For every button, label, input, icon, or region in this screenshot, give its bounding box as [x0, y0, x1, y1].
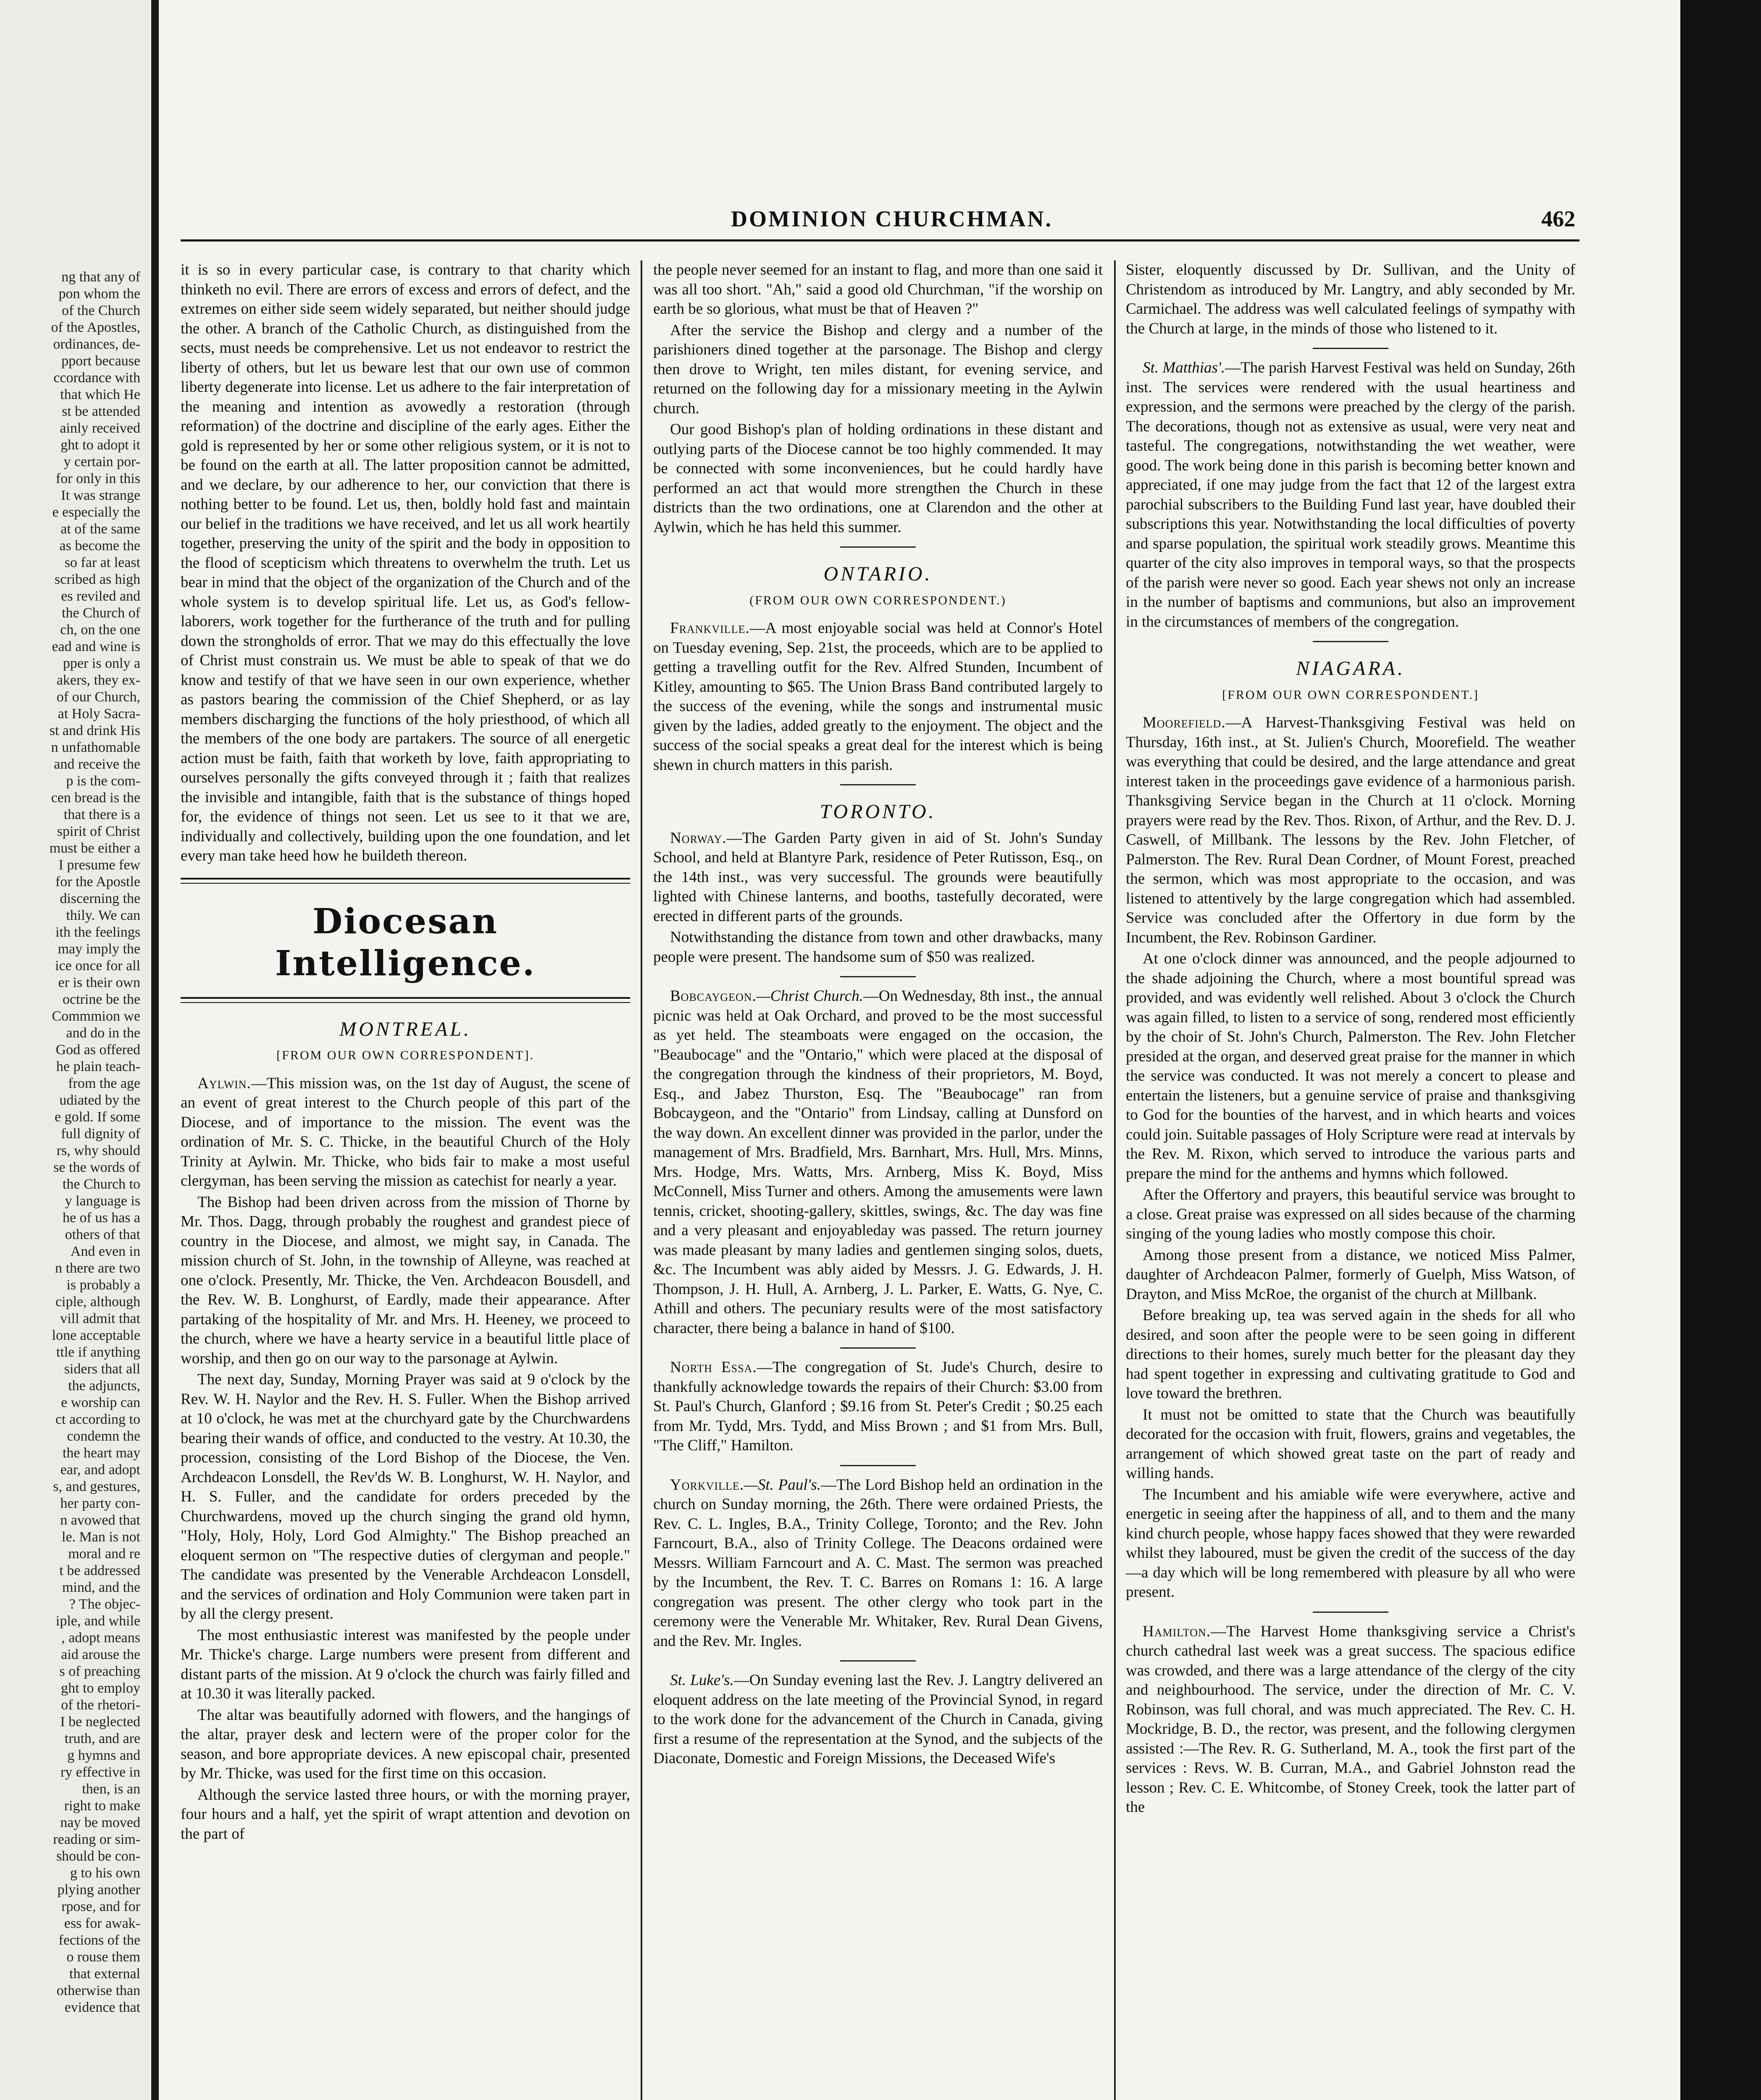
previous-page-line: rs, why should [56, 1143, 140, 1158]
divider [840, 1465, 916, 1466]
previous-page-line: from the age [68, 1076, 140, 1091]
montreal-heading: MONTREAL. [339, 1018, 471, 1040]
frankville-paragraph: Frankville.—A most enjoyable social was held at Connor's Hotel on Tuesday evening, Sep. 21st, the proceeds, which are to be applied to getting a travelling outfit for the Rev. Alfred Stunden, Incumbent of Kitley, amounting to $65. The Union Brass Band contributed largely to the success of the evening, while the songs and instrumental music given by the ladies, added greatly to the enjoyment. The object and the success of the social speaks a great deal for the interest which is being shewn in church matters in this parish. [653, 620, 1103, 774]
diocesan-intelligence-heading: Diocesan Intelligence. [275, 901, 536, 984]
place-lead: Hamilton. [1143, 1622, 1211, 1640]
place-lead: Moorefield. [1143, 714, 1226, 731]
previous-page-line: y certain por- [63, 454, 140, 470]
previous-page-line: thily. We can [66, 908, 140, 923]
previous-page-line: full dignity of [61, 1126, 140, 1142]
paragraph: After the service the Bishop and clergy and a number of the parishioners dined together at the parsonage. The Bishop and clergy then drove to Wright, ten miles distant, for evening service, and returned on the following day for a missionary meeting in the Aylwin church. [653, 321, 1103, 417]
previous-page-line: pper is only a [63, 656, 140, 671]
previous-page-line: ? The objec- [69, 1596, 140, 1612]
previous-page-line: ith the feelings [55, 924, 140, 940]
previous-page-line: e especially the [52, 504, 140, 520]
previous-page-line: ght to employ [61, 1680, 140, 1696]
previous-page-line: I presume few [58, 857, 140, 873]
previous-page-line: cen bread is the [51, 790, 140, 806]
paragraph: Our good Bishop's plan of holding ordinations in these distant and outlying parts of the Diocese cannot be too highly commended. It may be connected with some inconveniences, but he could hardly have performed an act that would more strengthen the Church in these districts than the two ordinations, one at Clarendon and the other at Aylwin, which he has held this summer. [653, 421, 1103, 536]
previous-page-line: es reviled and [61, 588, 140, 604]
previous-page-line: condemn the [67, 1428, 140, 1444]
paragraph: Among those present from a distance, we noticed Miss Palmer, daughter of Archdeacon Palmer, formerly of Guelph, Miss Watson, of Drayton, and Miss McRoe, the organist of the church at Millbank. [1126, 1246, 1575, 1303]
yorkville-paragraph: Yorkville.—St. Paul's.—The Lord Bishop held an ordination in the church on Sunday morning, the 26th. There were ordained Priests, the Rev. C. L. Ingles, B.A., Trinity College, Toronto; and the Rev. John Farncourt, B.A., also of Trinity College. The Deacons ordained were Messrs. William Farncourt and A. C. Mast. The sermon was preached by the Incumbent, the Rev. T. C. Barres on Romans 1: 16. A large congregation was present. The other clergy who took part in the ceremony were the Venerable Mr. Whitaker, Rev. Rural Dean Givens, and the Rev. Mr. Ingles. [653, 1476, 1103, 1650]
previous-page-line: of the rhetori- [61, 1697, 140, 1713]
previous-page-line: e gold. If some [55, 1109, 140, 1125]
previous-page-line: st and drink His [49, 723, 140, 738]
previous-page-line: the heart may [62, 1445, 140, 1461]
previous-page-line: for only in this [55, 471, 140, 486]
place-lead: Norway. [670, 829, 727, 847]
previous-page-line: ciple, although [55, 1294, 140, 1310]
previous-page-line: for the Apostle [55, 874, 140, 890]
previous-page-line: discerning the [60, 891, 140, 906]
article-continuation: it is so in every particular case, is contrary to that charity which thinketh no evil. There are errors of excess and errors of defect, and the extremes on either side seem widely separated, but neither should judge the other. A branch of the Catholic Church, as distinguished from the sects, must needs be comprehensive. Let us not endeavor to restrict the liberty of others, but let us beware lest that our own use of common liberty degenerate into license. Let us adhere to the fair interpretation of the meaning and intention as avowedly a restoration (through reformation) of the doctrine and discipline of the early ages. Either the gold is represented by her or some other religious system, or it is not to be found on the earth at all. The latter proposition cannot be admitted, and we declare, by our adherence to her, our conviction that there is nothing better to be found. Let us, then, boldly hold fast and maintain our belief in the traditions we have received, and let us all work heartily together, preserving the unity of the spirit and the body in opposition to the flood of scepticism which threatens to overwhelm the truth. Let us bear in mind that the object of the organization of the Church and of the whole system is to develop spiritual life. Let us, as God's fellow-laborers, work together for the furtherance of the truth and for pulling down the strongholds of error. That we may do this effectually the love of Christ must constrain us. We must be able to speak of that we do know and testify of that we have seen in our own experience, whether as pastors bearing the commission of the Chief Shepherd, or as lay members discharging the functions of the holy priesthood, of which all the members of the one body are partakers. The source of all energetic action must be faith, faith that worketh by love, faith appropriating to ourselves personally the gifts conveyed through it ; faith that realizes the invisible and intangible, faith that is the substance of things hoped for, the evidence of things not seen. Let us see to it that we are, individually and collectively, building upon the one foundation, and let every man take heed how he buildeth thereon. [181, 261, 630, 864]
previous-page-line: octrine be the [62, 992, 140, 1007]
previous-page-line: and receive the [54, 756, 140, 772]
previous-page-line: ess for awak- [64, 1916, 140, 1931]
previous-page-line: that there is a [63, 807, 140, 822]
niagara-heading: NIAGARA. [1296, 657, 1405, 680]
newspaper-title: DOMINION CHURCHMAN. [731, 206, 1053, 231]
toronto-heading: TORONTO. [820, 801, 936, 823]
previous-page-line: ght to adopt it [60, 437, 140, 453]
header-rule [181, 239, 1580, 242]
previous-page-line: t be addressed [59, 1563, 140, 1578]
previous-page-line: at Holy Sacra- [58, 706, 140, 722]
divider [840, 976, 916, 977]
column-3 [1126, 260, 1575, 1819]
previous-page-line: y language is [65, 1193, 140, 1209]
correspondent-note: [FROM OUR OWN CORRESPONDENT.] [1222, 688, 1479, 702]
previous-page-line: n avowed that [60, 1512, 140, 1528]
paragraph: Notwithstanding the distance from town and other drawbacks, many people were present. The handsome sum of $50 was realized. [653, 929, 1103, 966]
place-lead: Frankville. [670, 620, 750, 637]
previous-page-line: g to his own [70, 1865, 140, 1881]
previous-page-line: lone acceptable [52, 1328, 140, 1343]
previous-page-line: then, is an [82, 1781, 140, 1797]
previous-page-line: ct according to [55, 1412, 140, 1427]
hamilton-paragraph: Hamilton.—The Harvest Home thanksgiving service a Christ's church cathedral last week was a great success. The spacious edifice was crowded, and there was a large attendance of the clergy of the city and neighbourhood. The service, under the direction of Mr. C. V. Robinson, was full choral, and was much appreciated. The Rev. C. H. Mockridge, B. D., the rector, was present, and the following clergymen assisted :—The Rev. R. G. Sutherland, M. A., took the first part of the services : Revs. W. B. Curran, M.A., and Gabriel Johnston read the lesson ; Rev. C. E. Whitcombe, of Stoney Creek, took the latter part of the [1126, 1622, 1575, 1816]
previous-page-line: the Church to [62, 1176, 140, 1192]
previous-page-line: right to make [64, 1798, 140, 1814]
st-matthias-paragraph: St. Matthias'.—The parish Harvest Festival was held on Sunday, 26th inst. The services were rendered with the usual heartiness and expression, and the sermons were preached by the clergy of the parish. The decorations, though not as extensive as usual, were very neat and tasteful. The congregations, notwithstanding the wet weather, were good. The work being done in this parish is becoming better known and appreciated, if one may judge from the fact that 12 of the largest extra parochial subscribers to the Building Fund last year, have doubled their subscriptions this year. Notwithstanding the local difficulties of poverty and sparse population, the spiritual work steadily grows. Meantime this quarter of the city also improves in temporal ways, so that the prospects of the parish were never so good. Each year shews not only an increase in the number of baptisms and communions, but also an improvement in the circumstances of members of the congregation. [1126, 359, 1575, 630]
previous-page-line: spirit of Christ [57, 824, 140, 839]
previous-page-line: iple, and while [55, 1613, 140, 1629]
divider [840, 1660, 916, 1662]
previous-page-line: aid arouse the [61, 1647, 140, 1662]
previous-page-line: ttle if anything [56, 1344, 140, 1360]
previous-page-line: It was strange [61, 488, 140, 503]
place-lead: St. Matthias'. [1143, 359, 1225, 376]
previous-page-line: otherwise than [56, 1983, 140, 1998]
previous-page-line: n unfathomable [51, 740, 140, 755]
previous-page-line: moral and re [68, 1546, 140, 1562]
paragraph: The altar was beautifully adorned with flowers, and the hangings of the altar, prayer desk and lectern were of the proper color for the season, and bore appropriate devices. A new episcopal chair, presented by Mr. Thicke, was used for the first time on this occasion. [181, 1706, 630, 1782]
place-lead: Aylwin. [197, 1074, 251, 1092]
paragraph: It must not be omitted to state that the Church was beautifully decorated for the occasion with fruit, flowers, grains and vegetables, the arrangement of which showed great taste on the part of ready and willing hands. [1126, 1406, 1575, 1482]
divider [1313, 348, 1388, 349]
previous-page-line: ear, and adopt [60, 1462, 140, 1478]
page-number: 462 [1541, 206, 1575, 231]
previous-page-edge [0, 0, 159, 2100]
previous-page-line: se the words of [53, 1160, 140, 1175]
previous-page-line: her party con- [60, 1496, 140, 1511]
previous-page-line: evidence that [64, 2000, 140, 2015]
previous-page-line: plying another [57, 1882, 140, 1898]
previous-page-line: e worship can [61, 1395, 140, 1410]
previous-page-line: may imply the [58, 941, 140, 957]
previous-page-line: that external [69, 1966, 140, 1982]
previous-page-line: reading or sim- [53, 1832, 140, 1847]
previous-page-line: ead and wine is [52, 639, 140, 654]
previous-page-line: g hymns and [67, 1748, 140, 1763]
previous-page-line: and do in the [66, 1025, 140, 1041]
paragraph: The next day, Sunday, Morning Prayer was said at 9 o'clock by the Rev. W. H. Naylor and the Rev. H. S. Fuller. When the Bishop arrived at 10 o'clock, he was met at the churchyard gate by the Churchwardens bearing their wands of office, and conducted to the vestry. At 10.30, the procession, consisting of the Lord Bishop of the Diocese, the Ven. Archdeacon Lonsdell, the Rev'ds W. B. Longhurst, W. H. Naylor, and H. S. Fuller, and the candidate for orders preceded by the Churchwardens, moved up the church singing the grand old hymn, "Holy, Holy, Holy, Lord God Almighty." The Bishop preached an eloquent sermon on "The respective duties of clergyman and people." The candidate was presented by the Venerable Archdeacon Lonsdell, and the services of ordination and Holy Communion were taken part in by all the clergy present. [181, 1371, 630, 1622]
previous-page-line: the adjuncts, [68, 1378, 140, 1394]
place-lead: Yorkville. [670, 1476, 744, 1494]
place-lead: Bobcaygeon. [670, 987, 757, 1005]
previous-page-line: , adopt means [61, 1630, 140, 1646]
previous-page-line: of the Apostles, [51, 320, 140, 335]
previous-page-line: is probably a [66, 1277, 140, 1293]
previous-page-line: fections of the [58, 1932, 140, 1948]
running-header [176, 206, 1592, 235]
previous-page-line: rpose, and for [61, 1899, 140, 1914]
previous-page-line: p is the com- [66, 773, 140, 789]
moorefield-paragraph: Moorefield.—A Harvest-Thanksgiving Festival was held on Thursday, 16th inst., at St. Julien's Church, Moorefield. The weather was everything that could be desired, and the large attendance and great interest taken in the proceedings gave evidence of a harmonious parish. Thanksgiving Service began in the Church at 11 o'clock. Morning prayers were read by the Rev. Thos. Rixon, of Arthur, and the Rev. D. J. Caswell, of Millbank. The lessons by the Rev. John Fletcher, of Palmerston. The Rev. Rural Dean Cordner, of Mount Forest, preached the sermon, which was most appropriate to the occasion, and was listened to attentively by the large congregation which had assembled. Service was concluded after the Offertory in due form by the Incumbent, the Rev. Robinson Gardiner. [1126, 714, 1575, 946]
bobcaygeon-paragraph: Bobcaygeon.—Christ Church.—On Wednesday, 8th inst., the annual picnic was held at Oak Orchard, and proved to be the most successful as yet held. The steamboats were engaged on the occasion, the "Beaubocage" and the "Ontario," which were placed at the disposal of the congregation through the kindness of their proprietors, M. Boyd, Esq., and Jabez Thurston, Esq. The "Beaubocage" ran from Bobcaygeon, and the "Ontario" from Lindsay, calling at Dunsford on the way down. An excellent dinner was provided in the parlor, under the management of Mrs. Bradfield, Mrs. Barnhart, Mrs. Hull, Mrs. Minns, Mrs. Hodge, Mrs. Watts, Mrs. Arnberg, Miss K. Boyd, Miss McConnell, Miss Turner and others. Among the amusements were lawn tennis, cricket, shooting-gallery, skittles, swings, &c. The day was fine and a very pleasant and enjoyableday was passed. The return journey was made pleasant by many ladies and gentlemen singing solos, duets, &c. The Incumbent was ably aided by Messrs. J. G. Edwards, J. H. Thompson, J. H. Hull, A. Arnberg, J. L. Parker, E. Watts, G. Nye, C. Athill and others. The pecuniary results were of the most satisfactory character, there being a balance in hand of $100. [653, 987, 1103, 1337]
previous-page-line: le. Man is not [62, 1529, 140, 1545]
paragraph: The most enthusiastic interest was manifested by the people under Mr. Thicke's charge. Large numbers were present from different and distant parts of the mission. At 9 o'clock the church was fairly filled and at 10.30 it was literally packed. [181, 1626, 630, 1702]
previous-page-line: st be attended [62, 404, 140, 419]
previous-page-line: akers, they ex- [56, 672, 140, 688]
correspondent-note: [FROM OUR OWN CORRESPONDENT]. [276, 1048, 534, 1062]
previous-page-line: so far at least [64, 555, 140, 570]
previous-page-line: of the Church [62, 303, 140, 318]
ontario-heading: ONTARIO. [823, 563, 933, 585]
paragraph: The Bishop had been driven across from the mission of Thorne by Mr. Thos. Dagg, through probably the roughest and grandest piece of country in the Diocese, and almost, we might say, in Canada. The mission church of St. John, in the township of Alleyne, was reached at one o'clock. Presently, Mr. Thicke, the Ven. Archdeacon Bousdell, and the Rev. W. B. Longhurst, of Eardly, made their appearance. After partaking of the hospitality of Mr. and Mrs. H. Heeney, we proceed to the church, where we have a hearty service in a beautiful little place of worship, and then go on our way to the parsonage at Aylwin. [181, 1193, 630, 1367]
paragraph: the people never seemed for an instant to flag, and more than one said it was all too short. "Ah," said a good old Churchman, "if the worship on earth be so glorious, what must be that of Heaven ?" [653, 261, 1103, 318]
place-lead: North Essa. [670, 1359, 757, 1376]
column-divider [1114, 260, 1116, 2100]
previous-page-line: nay be moved [60, 1815, 140, 1830]
previous-page-line: I be neglected [60, 1714, 140, 1730]
previous-page-line: o rouse them [66, 1949, 140, 1965]
previous-page-line: he of us has a [62, 1210, 140, 1226]
st-lukes-paragraph: St. Luke's.—On Sunday evening last the Rev. J. Langtry delivered an eloquent address on the late meeting of the Provincial Synod, in regard to the work done for the advancement of the Church in Canada, giving first a resume of the representation at the Synod, and the subjects of the Diaconate, Domestic and Foreign Missions, the Deceased Wife's [653, 1672, 1103, 1767]
previous-page-line: God as offered [55, 1042, 140, 1058]
previous-page-line: he plain teach- [56, 1059, 140, 1074]
paragraph: At one o'clock dinner was announced, and the people adjourned to the shade adjoining the Church, where a most bountiful spread was provided, and was evidently well relished. About 3 o'clock the Church was again filled, to listen to a service of song, rendered most efficiently by the choir of St. John's Church, Palmerston. The Rev. John Fletcher presided at the organ, and deserved great praise for the manner in which the service was conducted. It was not merely a concert to please and entertain the listeners, but a genuine service of praise and thanksgiving to God for the bounties of the harvest, and in which hearts and voices could join. Suitable passages of Holy Scripture were read at intervals by the Rev. M. Rixon, which served to introduce the various parts and prepare the mind for the anthems and hymns which followed. [1126, 950, 1575, 1182]
column-divider [641, 260, 642, 2100]
previous-page-line: ry effective in [60, 1764, 140, 1780]
paragraph: Sister, eloquently discussed by Dr. Sullivan, and the Unity of Christendom as introduced by Mr. Langtry, and ably seconded by Mr. Carmichael. The address was well calculated feelings of sympathy with the Church at large, in the minds of those who listened to it. [1126, 261, 1575, 337]
column-2 [653, 260, 1103, 1770]
previous-page-line: pport because [61, 353, 140, 369]
previous-page-line: s, and gestures, [53, 1479, 140, 1494]
previous-page-line: of our Church, [56, 689, 140, 705]
paragraph: The Incumbent and his amiable wife were everywhere, active and energetic in seeing after the happiness of all, and to them and the many kind church people, whose happy faces showed that they were rewarded whilst they laboured, must be given the credit of the success of the day—a day which will be long remembered with pleasure by all who were present. [1126, 1486, 1575, 1601]
section-rule [181, 878, 630, 884]
previous-page-line: ch, on the one [60, 622, 140, 638]
divider [1313, 641, 1388, 642]
previous-page-line: scribed as high [55, 572, 140, 587]
previous-page-line: And even in [70, 1244, 140, 1259]
divider [840, 784, 916, 785]
divider [840, 1347, 916, 1349]
previous-page-line: ccordance with [53, 370, 140, 386]
previous-page-line: mind, and the [62, 1580, 140, 1595]
previous-page-line: as become the [59, 538, 140, 554]
paragraph: Before breaking up, tea was served again in the sheds for all who desired, and soon after the people were to be seen going in different directions to their homes, surely much better for the pleasant day they had spent together in expressing and cultivating gratitude to God and love toward the brethren. [1126, 1307, 1575, 1402]
previous-page-line: ainly received [60, 420, 140, 436]
previous-page-line: should be con- [56, 1848, 140, 1864]
previous-page-line: udiated by the [59, 1092, 140, 1108]
norway-paragraph: Norway.—The Garden Party given in aid of St. John's Sunday School, and held at Blantyre Park, residence of Peter Rutisson, Esq., on the 14th inst., was very successful. The grounds were beautifully lighted with Chinese lanterns, and booths, tastefully decorated, were erected in different parts of the grounds. [653, 829, 1103, 925]
column-1 [181, 260, 630, 1845]
aylwin-paragraph: Aylwin.—This mission was, on the 1st day of August, the scene of an event of great interest to the Church people of this part of the Diocese, and of importance to the mission. The event was the ordination of Mr. S. C. Thicke, in the beautiful Church of the Holy Trinity at Aylwin. Mr. Thicke, who bids fair to make a most useful clergyman, has been serving the mission as catechist for nearly a year. [181, 1074, 630, 1189]
previous-page-line: that which He [60, 387, 140, 402]
previous-page-line: er is their own [58, 975, 140, 990]
previous-page-line: vill admit that [60, 1311, 140, 1326]
page-content [176, 197, 1592, 2100]
divider [840, 546, 916, 548]
previous-page-line: truth, and are [64, 1731, 140, 1746]
previous-page-line: at of the same [60, 521, 140, 537]
previous-page-line: ordinances, de- [53, 336, 140, 352]
previous-page-line: the Church of [62, 605, 140, 621]
north-essa-paragraph: North Essa.—The congregation of St. Jude's Church, desire to thankfully acknowledge towards the repairs of their Church: $3.00 from St. Paul's Church, Glanford ; $9.16 from St. Peter's Credit ; $0.25 each from Mr. Tydd, Mrs. Tydd, and Miss Brown ; and $1 from Mrs. Bull, "The Cliff," Hamilton. [653, 1359, 1103, 1454]
paragraph: After the Offertory and prayers, this beautiful service was brought to a close. Great praise was expressed on all sides because of the charming singing of the young ladies who mostly compose this choir. [1126, 1186, 1575, 1242]
divider [1313, 1612, 1388, 1613]
previous-page-line: s of preaching [59, 1664, 140, 1679]
previous-page-line: must be either a [49, 840, 140, 856]
previous-page-line: n there are two [55, 1260, 140, 1276]
paragraph: Although the service lasted three hours, or with the morning prayer, four hours and a half, yet the spirit of wrapt attention and devotion on the part of [181, 1786, 630, 1843]
previous-page-line: siders that all [64, 1361, 140, 1377]
previous-page-line: Commmion we [52, 1008, 140, 1024]
previous-page-line: ng that any of [61, 269, 140, 285]
correspondent-note: (FROM OUR OWN CORRESPONDENT.) [749, 593, 1007, 607]
previous-page-line: others of that [65, 1227, 140, 1242]
section-rule [181, 997, 630, 1003]
previous-page-line: pon whom the [58, 286, 140, 302]
previous-page-line: ice once for all [55, 958, 140, 974]
previous-page-column-fragments [6, 269, 140, 2016]
place-lead: St. Luke's. [670, 1672, 734, 1689]
